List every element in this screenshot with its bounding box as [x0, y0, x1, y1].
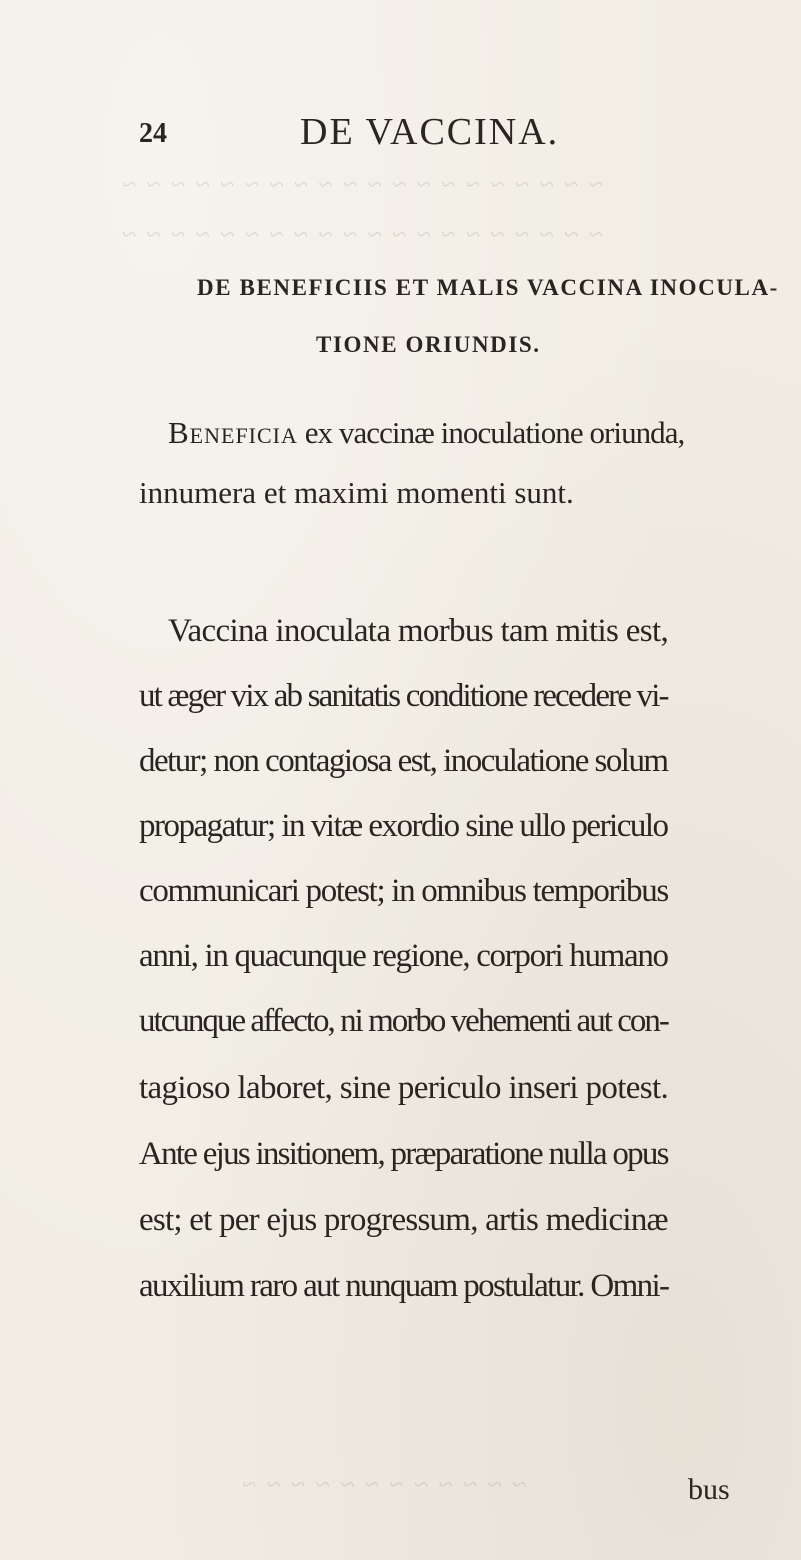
- body-line-8: tagioso laboret, sine periculo inseri potest.: [139, 1070, 669, 1106]
- body-line-1: Vaccina inoculata morbus tam mitis est,: [168, 613, 669, 649]
- body-line-11: auxilium raro aut nunquam postulatur. Omni-: [139, 1268, 669, 1304]
- intro-lead-word: Beneficia: [168, 415, 298, 450]
- body-line-5: communicari potest; in omnibus temporibus: [139, 873, 668, 909]
- body-line-7: utcunque affecto, ni morbo vehementi aut con-: [139, 1003, 668, 1039]
- intro-line-1-text: ex vaccinæ inoculatione oriunda,: [297, 415, 685, 450]
- catchword: bus: [688, 1473, 730, 1506]
- section-title-line-1: DE BENEFICIIS ET MALIS VACCINA INOCULA-: [197, 275, 779, 300]
- section-title-line-2: TIONE ORIUNDIS.: [316, 332, 541, 357]
- show-through-2: ~ ~ ~ ~ ~ ~ ~ ~ ~ ~ ~ ~ ~ ~ ~ ~ ~ ~ ~ ~: [120, 220, 603, 249]
- body-line-9: Ante ejus insitionem, præparatione nulla opus: [139, 1136, 668, 1172]
- intro-line-2: innumera et maximi momenti sunt.: [139, 475, 574, 510]
- body-line-2: ut æger vix ab sanitatis conditione recedere vi-: [139, 678, 668, 714]
- running-head: DE VACCINA.: [300, 111, 560, 153]
- show-through-3: ~ ~ ~ ~ ~ ~ ~ ~ ~ ~ ~ ~: [240, 1470, 527, 1499]
- body-line-6: anni, in quacunque regione, corpori humano: [139, 938, 668, 974]
- show-through-1: ~ ~ ~ ~ ~ ~ ~ ~ ~ ~ ~ ~ ~ ~ ~ ~ ~ ~ ~ ~: [120, 170, 603, 199]
- body-line-3: detur; non contagiosa est, inoculatione solum: [139, 743, 668, 779]
- intro-line-1: [168, 417, 684, 448]
- body-line-10: est; et per ejus progressum, artis medicinæ: [139, 1202, 668, 1238]
- body-line-4: propagatur; in vitæ exordio sine ullo periculo: [139, 808, 668, 844]
- page-number: 24: [139, 118, 167, 149]
